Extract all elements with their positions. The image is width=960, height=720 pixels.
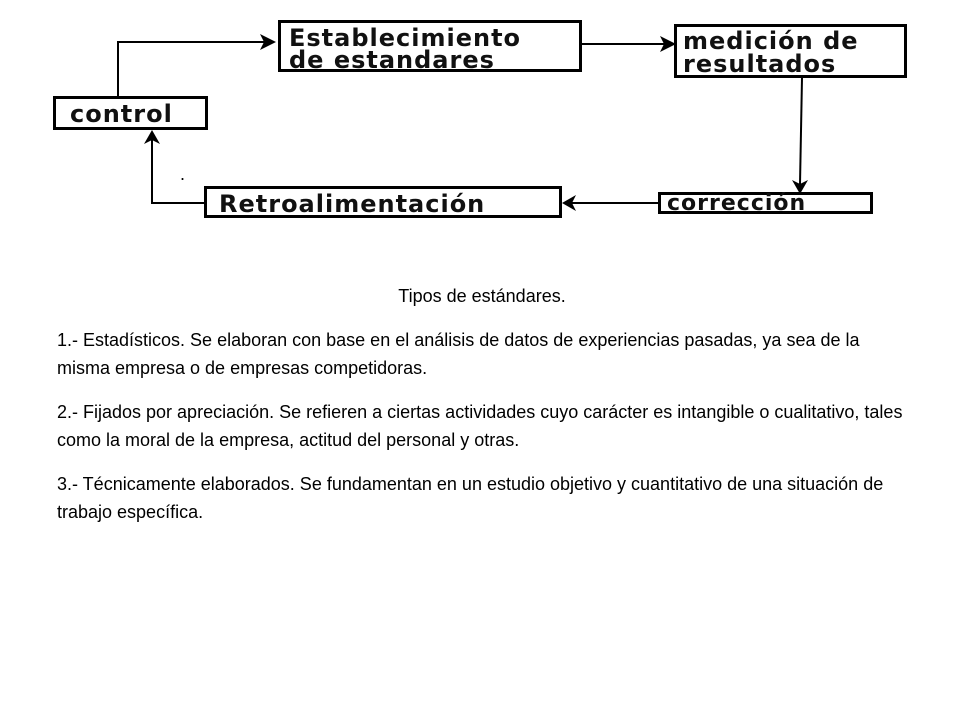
arrow-retroalimentacion-to-control [152,140,204,203]
box-establecimiento-line-1: Establecimiento [289,24,522,52]
box-control-label: control [70,100,173,128]
box-establecimiento-de-estandares [278,20,582,72]
standard-item-tecnicamente: 3.- Técnicamente elaborados. Se fundamentan en un estudio objetivo y cuantitativo de una situación de trabajo específica. [57,474,884,522]
box-retroalimentacion-label: Retroalimentación [219,190,486,218]
arrow-control-to-establecimiento [118,42,266,96]
stray-dot: . [180,164,186,184]
box-control [53,96,208,130]
box-medicion-de-resultados [674,24,907,78]
box-retroalimentacion [204,186,562,218]
arrow-medicion-to-correccion [800,78,802,184]
box-establecimiento-line-2: de estandares [289,46,495,74]
box-medicion-line-1: medición de [683,27,859,55]
standards-text-block [57,282,907,542]
standard-item-fijados: 2.- Fijados por apreciación. Se refieren a ciertas actividades cuyo carácter es intangible o cualitativo, tales como la moral de la empresa, actitud del personal y otras. [57,402,903,450]
box-correccion-label: corrección [667,191,807,216]
box-correccion [658,192,873,214]
box-medicion-line-2: resultados [683,50,837,78]
standard-item-estadisticos: 1.- Estadísticos. Se elaboran con base en el análisis de datos de experiencias pasadas, ya sea de la misma empresa o de empresas competidoras. [57,330,860,378]
section-title: Tipos de estándares. [398,286,566,306]
